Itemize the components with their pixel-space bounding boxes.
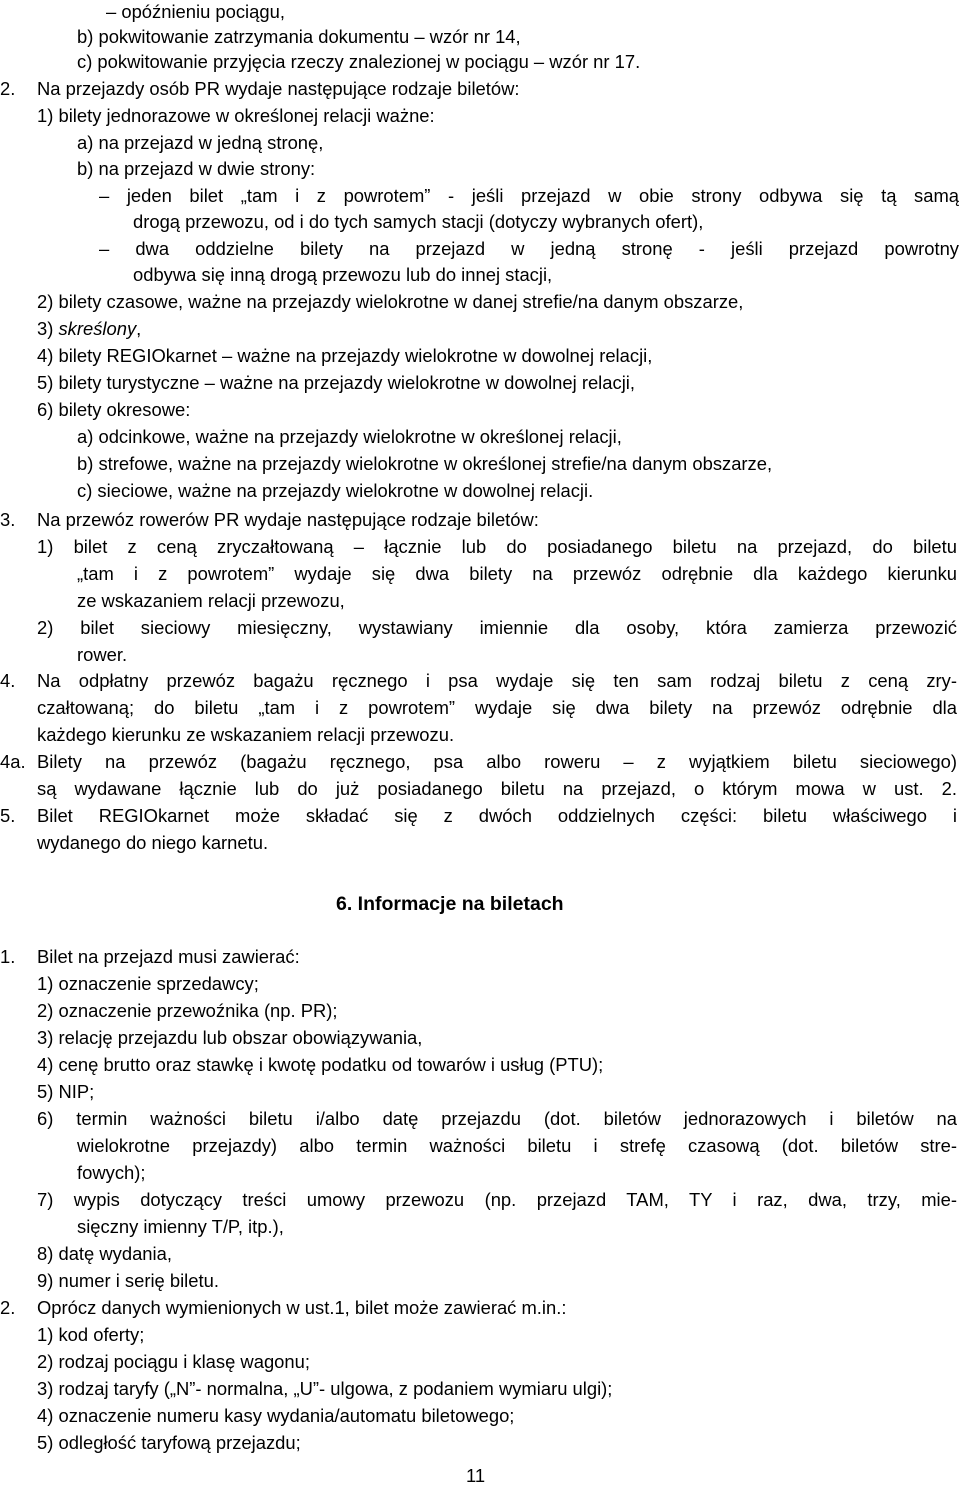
paragraph-number: 4a. (0, 751, 26, 772)
paragraph-text: wydanego do niego karnetu. (37, 832, 269, 853)
list-item: a) odcinkowe, ważne na przejazdy wielokrotne w określonej relacji, (77, 426, 622, 447)
paragraph-text: Na przejazdy osób PR wydaje następujące rodzaje biletów: (37, 78, 520, 99)
list-item: wielokrotne przejazdy) albo termin ważności biletu i strefę czasową (dot. biletów stre- (77, 1135, 957, 1156)
list-item: „tam i z powrotem” wydaje się dwa bilety na przewóz odrębnie dla każdego kierunku (77, 563, 957, 584)
list-item: 2) bilet sieciowy miesięczny, wystawiany imiennie dla osoby, która zamierza przewozić (37, 617, 957, 638)
list-item: b) pokwitowanie zatrzymania dokumentu – wzór nr 14, (77, 26, 521, 47)
paragraph-text: każdego kierunku ze wskazaniem relacji przewozu. (37, 724, 455, 745)
list-item: 3) relację przejazdu lub obszar obowiązywania, (37, 1027, 423, 1048)
list-item: c) pokwitowanie przyjęcia rzeczy znalezionej w pociągu – wzór nr 17. (77, 51, 641, 72)
list-item: 2) bilety czasowe, ważne na przejazdy wielokrotne w danej strefie/na danym obszarze, (37, 291, 744, 312)
paragraph-text: są wydawane łącznie lub do już posiadanego biletu na przejazd, o którym mowa w ust. 2. (37, 778, 957, 799)
list-item: – opóźnieniu pociągu, (106, 1, 285, 22)
paragraph-text: czałtowaną; do biletu „tam i z powrotem” wydaje się dwa bilety na przewóz odrębnie dla (37, 697, 957, 718)
list-item: 9) numer i serię biletu. (37, 1270, 219, 1291)
page-number: 11 (466, 1465, 486, 1486)
list-item: 2) rodzaj pociągu i klasę wagonu; (37, 1351, 310, 1372)
list-item: 4) bilety REGIOkarnet – ważne na przejazdy wielokrotne w dowolnej relacji, (37, 345, 653, 366)
list-item: – dwa oddzielne bilety na przejazd w jedną stronę - jeśli przejazd powrotny (99, 238, 959, 259)
paragraph-text: Bilety na przewóz (bagażu ręcznego, psa albo roweru – z wyjątkiem biletu sieciowego) (37, 751, 957, 772)
struck-item-label: skreślony (58, 318, 137, 339)
paragraph-number: 2. (0, 78, 16, 99)
paragraph-text: Na odpłatny przewóz bagażu ręcznego i psa wydaje się ten sam rodzaj biletu z ceną zry- (37, 670, 957, 691)
list-item: 1) bilety jednorazowe w określonej relacji ważne: (37, 105, 435, 126)
list-item: 6) termin ważności biletu i/albo datę przejazdu (dot. biletów jednorazowych i biletów na (37, 1108, 957, 1129)
paragraph-text: Bilet REGIOkarnet może składać się z dwóch oddzielnych części: biletu właściwego i (37, 805, 957, 826)
list-item: drogą przewozu, od i do tych samych stacji (dotyczy wybranych ofert), (133, 211, 704, 232)
list-item: 3) rodzaj taryfy („N”- normalna, „U”- ulgowa, z podaniem wymiaru ulgi); (37, 1378, 613, 1399)
list-item: 8) datę wydania, (37, 1243, 172, 1264)
list-item: 1) kod oferty; (37, 1324, 145, 1345)
list-item: 4) oznaczenie numeru kasy wydania/automatu biletowego; (37, 1405, 515, 1426)
list-item: 7) wypis dotyczący treści umowy przewozu (np. przejazd TAM, TY i raz, dwa, trzy, mie- (37, 1189, 957, 1210)
list-item: rower. (77, 644, 128, 665)
list-item: ze wskazaniem relacji przewozu, (77, 590, 345, 611)
list-item: b) strefowe, ważne na przejazdy wielokrotne w określonej strefie/na danym obszarze, (77, 453, 773, 474)
section-heading: 6. Informacje na biletach (336, 893, 564, 915)
paragraph-text: Oprócz danych wymienionych w ust.1, bilet może zawierać m.in.: (37, 1297, 567, 1318)
list-item: – jeden bilet „tam i z powrotem” - jeśli przejazd w obie strony odbywa się tą samą (99, 185, 959, 206)
list-item: 5) NIP; (37, 1081, 95, 1102)
list-item: c) sieciowe, ważne na przejazdy wielokrotne w dowolnej relacji. (77, 480, 594, 501)
paragraph-number: 3. (0, 509, 16, 530)
paragraph-number: 5. (0, 805, 16, 826)
list-item: b) na przejazd w dwie strony: (77, 158, 316, 179)
list-item: sięczny imienny T/P, itp.), (77, 1216, 284, 1237)
list-item: 4) cenę brutto oraz stawkę i kwotę podatku od towarów i usług (PTU); (37, 1054, 604, 1075)
list-item: 1) bilet z ceną zryczałtowaną – łącznie lub do posiadanego biletu na przejazd, do biletu (37, 536, 957, 557)
list-item: a) na przejazd w jedną stronę, (77, 132, 324, 153)
list-item: 6) bilety okresowe: (37, 399, 191, 420)
list-item: odbywa się inną drogą przewozu lub do innej stacji, (133, 264, 553, 285)
paragraph-text: Bilet na przejazd musi zawierać: (37, 946, 300, 967)
paragraph-number: 1. (0, 946, 16, 967)
list-item: 5) bilety turystyczne – ważne na przejazdy wielokrotne w dowolnej relacji, (37, 372, 635, 393)
list-item: fowych); (77, 1162, 146, 1183)
paragraph-number: 2. (0, 1297, 16, 1318)
list-item: 3) skreślony, (37, 318, 142, 339)
list-item: 5) odległość taryfową przejazdu; (37, 1432, 301, 1453)
paragraph-text: Na przewóz rowerów PR wydaje następujące rodzaje biletów: (37, 509, 539, 530)
list-item: 1) oznaczenie sprzedawcy; (37, 973, 259, 994)
paragraph-number: 4. (0, 670, 16, 691)
list-item: 2) oznaczenie przewoźnika (np. PR); (37, 1000, 338, 1021)
